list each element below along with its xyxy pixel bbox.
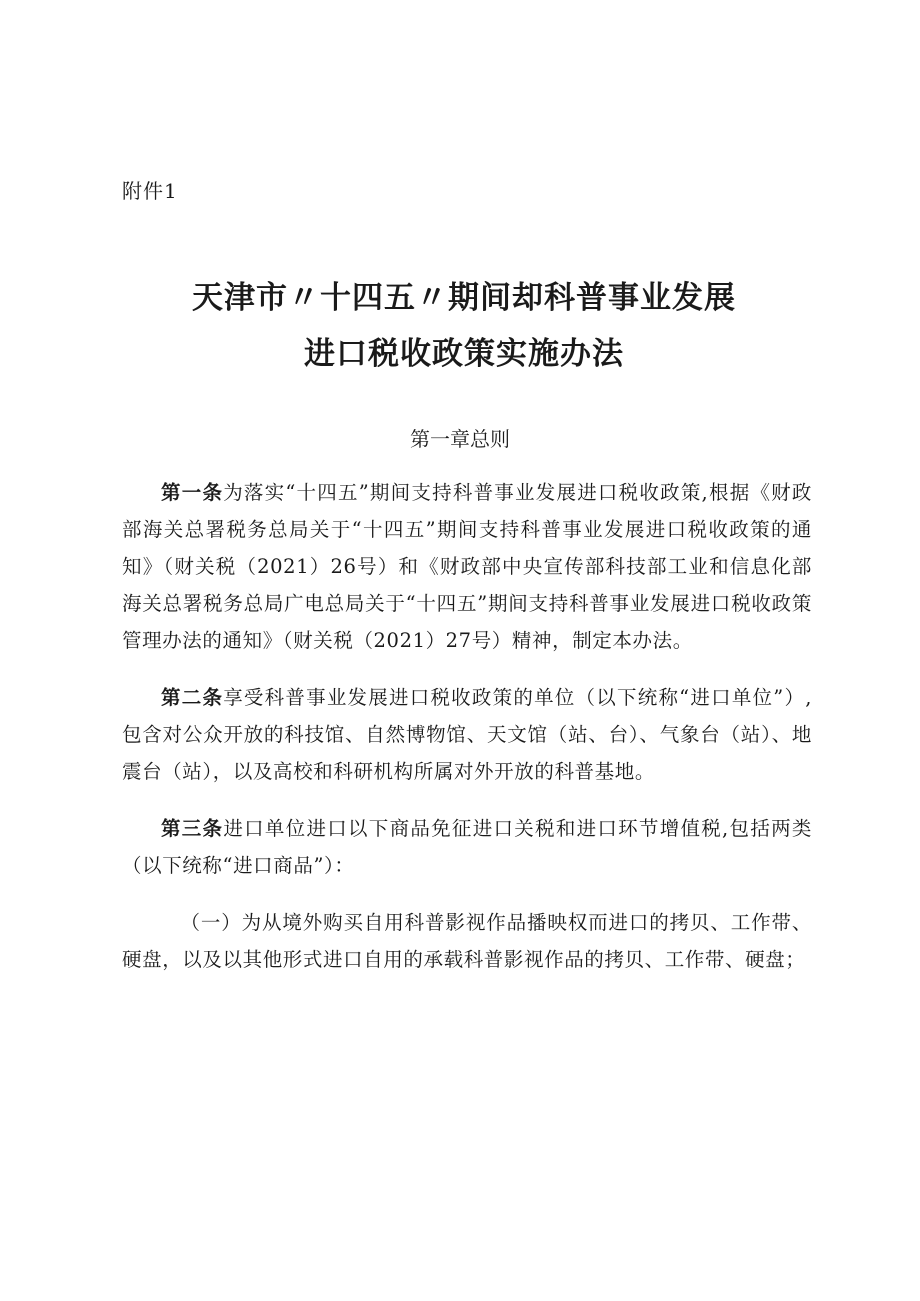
article-3-text: 进口单位进口以下商品免征进口关税和进口环节增值税,包括两类（以下统称“进口商品”）： bbox=[122, 817, 812, 877]
article-1 bbox=[122, 474, 812, 659]
document-title-line-2: 进口税收政策实施办法 bbox=[304, 336, 624, 372]
article-1-heading: 第一条 bbox=[161, 481, 224, 504]
chapter-heading: 第一章总则 bbox=[410, 427, 510, 451]
article-2-heading: 第二条 bbox=[161, 686, 224, 709]
article-3 bbox=[122, 810, 812, 884]
attachment-label: 附件1 bbox=[122, 179, 178, 203]
article-3-item-1: （一）为从境外购买自用科普影视作品播映权而进口的拷贝、工作带、硬盘，以及以其他形式进口自用的承载科普影视作品的拷贝、工作带、硬盘； bbox=[122, 911, 812, 971]
article-3-heading: 第三条 bbox=[161, 817, 224, 840]
document-body bbox=[122, 474, 812, 978]
article-2-text: 享受科普事业发展进口税收政策的单位（以下统称“进口单位”）,包含对公众开放的科技馆、自然博物馆、天文馆（站、台）、气象台（站）、地震台（站），以及高校和科研机构所属对外开放的科普基地。 bbox=[122, 686, 812, 783]
document-title-line-1: 天津市〃十四五〃期间却科普事业发展 bbox=[192, 280, 736, 316]
article-1-text: 为落实“十四五”期间支持科普事业发展进口税收政策,根据《财政部海关总署税务总局关于“十四五”期间支持科普事业发展进口税收政策的通知》（财关税（2021）26号）和《财政部中央宣传部科技部工业和信息化部海关总署税务总局广电总局关于“十四五”期间支持科普事业发展进口税收政策管理办法的通知》（财关税（2021）27号）精神，制定本办法。 bbox=[122, 481, 812, 652]
article-2 bbox=[122, 679, 812, 790]
